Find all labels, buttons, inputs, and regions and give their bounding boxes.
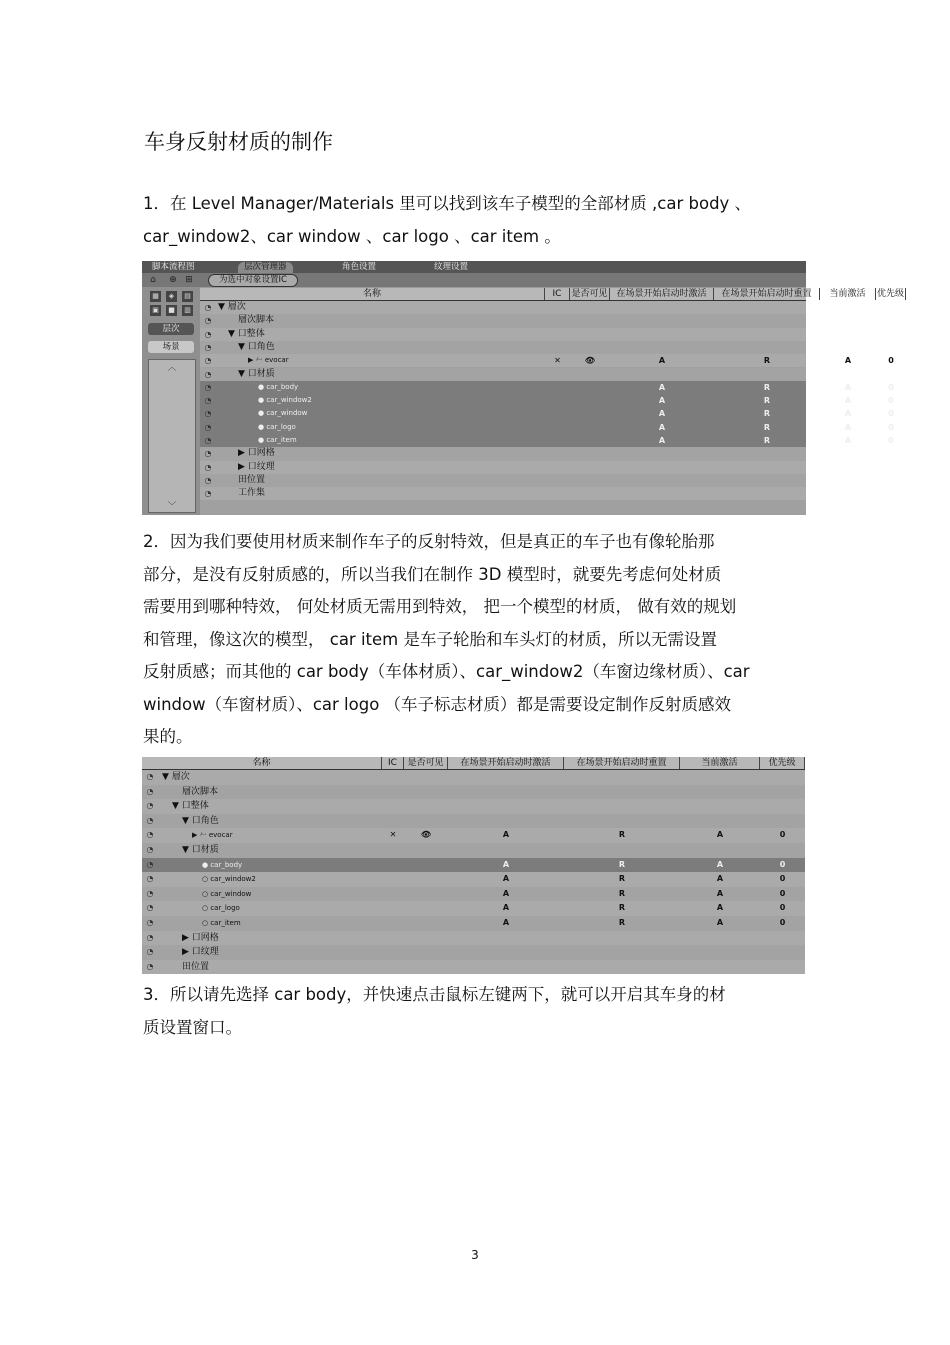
paragraph-3-line-1: 3．所以请先选择 car body，并快速点击鼠标左键两下，就可以开启其车身的材: [143, 985, 726, 1004]
table-row[interactable]: [142, 901, 805, 916]
paragraph-2-line-1: 2．因为我们要使用材质来制作车子的反射特效，但是真正的车子也有像轮胎那: [143, 532, 715, 551]
column-header[interactable]: 是否可见: [570, 288, 610, 300]
reset-value: R: [763, 422, 771, 432]
hierarchy-grid: [200, 288, 904, 515]
table-row[interactable]: [142, 931, 805, 946]
visibility-toggle-icon[interactable]: ◔: [204, 382, 212, 392]
activate-value: A: [658, 356, 666, 366]
column-header[interactable]: 在场景开始启动时激活: [448, 757, 564, 769]
row-name: ● car_window: [258, 409, 308, 418]
activate-value: A: [658, 436, 666, 445]
paragraph-1: [143, 188, 813, 253]
row-name: 田位置: [238, 474, 266, 485]
view-icon-3[interactable]: ▤: [182, 291, 193, 302]
hierarchy-grid-selected: [142, 757, 805, 970]
view-icon-5[interactable]: ■: [166, 305, 177, 316]
ic-value: ✕: [554, 356, 561, 366]
activate-value: A: [502, 830, 510, 840]
column-header[interactable]: 是否可见: [404, 757, 448, 769]
table-row[interactable]: [200, 461, 806, 474]
column-header[interactable]: 在场景开始启动时激活: [610, 288, 714, 300]
table-row[interactable]: [200, 487, 806, 500]
activate-value: A: [502, 859, 510, 869]
row-name: ▶ 𠂉 evocar: [248, 356, 289, 365]
reset-value: R: [618, 903, 626, 913]
current-active-value: A: [844, 356, 852, 366]
visibility-toggle-icon[interactable]: ◔: [204, 489, 212, 499]
add-object-icon[interactable]: ⊕: [169, 275, 177, 285]
paragraph-2: [143, 526, 813, 754]
view-icon-4[interactable]: ▣: [150, 305, 161, 316]
paragraph-2-line-6: window（车窗材质）、car logo （车子标志材质）都是需要设定制作反射质感效: [143, 694, 732, 714]
priority-value: 0: [888, 382, 894, 392]
visibility-toggle-icon[interactable]: ◔: [204, 422, 212, 432]
visibility-toggle-icon[interactable]: ◔: [146, 903, 154, 913]
column-header[interactable]: 在场景开始启动时重置: [714, 288, 820, 300]
home-icon[interactable]: ⌂: [150, 275, 156, 285]
priority-value: 0: [779, 874, 786, 884]
row-name: ● car_window2: [258, 396, 312, 405]
table-row[interactable]: [200, 434, 894, 447]
row-name: ▼ 口材质: [182, 845, 219, 855]
activate-value: A: [502, 903, 510, 913]
reset-value: R: [618, 888, 626, 898]
visibility-toggle-icon[interactable]: ◔: [204, 449, 212, 459]
reset-value: R: [618, 918, 626, 927]
priority-value: 0: [779, 830, 786, 840]
row-name: ▶ 口网格: [238, 448, 275, 459]
visibility-toggle-icon[interactable]: ◔: [146, 772, 154, 781]
tab-bar: [142, 261, 806, 273]
row-name: ○ car_logo: [202, 904, 240, 913]
paragraph-2-line-4: 和管理，像这次的模型， car item 是车子轮胎和车头灯的材质，所以无需设置: [143, 629, 717, 649]
table-row[interactable]: [142, 858, 805, 873]
toolbar: [142, 273, 806, 287]
table-row[interactable]: [200, 407, 894, 420]
visibility-toggle-icon[interactable]: ◔: [204, 409, 212, 419]
row-name: 工作集: [238, 488, 266, 499]
add-group-icon[interactable]: ⊞: [185, 275, 193, 285]
current-active-value: A: [716, 830, 724, 840]
visibility-toggle-icon[interactable]: ◔: [204, 475, 212, 485]
visibility-toggle-icon[interactable]: ◔: [204, 462, 212, 472]
visibility-toggle-icon[interactable]: ◔: [204, 369, 212, 379]
visibility-toggle-icon[interactable]: ◔: [146, 786, 154, 796]
grid-header: [142, 757, 805, 770]
scroll-up-icon[interactable]: ︿: [167, 363, 177, 373]
priority-value: 0: [779, 888, 786, 898]
row-name: ● car_body: [258, 382, 299, 391]
tab-scene[interactable]: 场景: [148, 341, 194, 353]
column-header[interactable]: 优先级: [760, 757, 805, 769]
row-name: ○ car_window2: [202, 875, 256, 884]
row-name: ▶ 口纹理: [182, 947, 219, 958]
visibility-toggle-icon[interactable]: ◔: [146, 947, 154, 957]
tab-character-setup[interactable]: 角色设置: [342, 262, 377, 272]
activate-value: A: [502, 874, 510, 884]
visibility-toggle-icon[interactable]: ◔: [204, 303, 212, 312]
table-row[interactable]: [142, 843, 805, 858]
activate-value: A: [658, 382, 666, 392]
priority-value: 0: [888, 396, 894, 406]
table-row[interactable]: [142, 916, 805, 931]
priority-value: 0: [779, 918, 786, 927]
row-name: ○ car_window: [202, 889, 252, 898]
visibility-toggle-icon[interactable]: ◔: [204, 396, 212, 406]
row-name: ▶ 口纹理: [238, 461, 275, 472]
tab-texture-setup[interactable]: 纹理设置: [434, 262, 469, 272]
current-active-value: A: [716, 859, 724, 869]
current-active-value: A: [844, 382, 852, 392]
paragraph-1-line-1: 1．在 Level Manager/Materials 里可以找到该车子模型的全部材质 ,car body 、: [143, 194, 752, 213]
row-name: ▼ 口整体: [172, 801, 209, 812]
column-header[interactable]: 优先级: [876, 289, 904, 299]
page-number: 3: [471, 1248, 479, 1262]
visibility-toggle-icon[interactable]: ◔: [146, 845, 154, 854]
activate-value: A: [502, 918, 510, 927]
table-row[interactable]: [142, 887, 805, 902]
visibility-toggle-icon[interactable]: ◔: [204, 329, 212, 339]
current-active-value: A: [716, 888, 724, 898]
row-name: 田位置: [182, 961, 210, 972]
table-row[interactable]: [200, 394, 894, 407]
reset-value: R: [763, 436, 771, 445]
priority-value: 0: [888, 356, 894, 366]
visibility-toggle-icon[interactable]: ◔: [146, 859, 154, 869]
tab-level-manager[interactable]: 层次管理器: [238, 262, 293, 273]
priority-value: 0: [888, 422, 894, 432]
column-header[interactable]: 名称: [142, 757, 382, 769]
reset-value: R: [763, 382, 771, 392]
row-name: ▶ 口网格: [182, 932, 219, 943]
table-row[interactable]: [200, 381, 894, 394]
paragraph-2-line-7: 果的。: [143, 727, 193, 746]
table-row[interactable]: [142, 872, 805, 887]
table-row[interactable]: [200, 354, 894, 367]
activate-value: A: [658, 422, 666, 432]
priority-value: 0: [779, 859, 786, 869]
visibility-toggle-icon[interactable]: ◔: [146, 801, 154, 811]
paragraph-1-line-2: car_window2、car window 、car logo 、car item 。: [143, 226, 561, 246]
column-header[interactable]: IC: [545, 288, 570, 300]
table-row[interactable]: [200, 314, 806, 327]
paragraph-2-line-3: 需要用到哪种特效， 何处材质无需用到特效， 把一个模型的材质， 做有效的规划: [143, 597, 737, 616]
current-active-value: A: [844, 436, 852, 445]
table-row[interactable]: [200, 447, 806, 460]
set-ic-button[interactable]: 为选中对象设置IC: [208, 274, 298, 287]
column-header[interactable]: 当前激活: [680, 757, 760, 769]
table-row[interactable]: [142, 960, 805, 975]
table-row[interactable]: [200, 341, 806, 354]
view-icon-1[interactable]: ▦: [150, 291, 161, 302]
tab-hierarchy[interactable]: 层次: [148, 323, 194, 335]
column-header[interactable]: 名称: [200, 288, 545, 300]
table-row[interactable]: [200, 328, 806, 341]
reset-value: R: [618, 874, 626, 884]
paragraph-2-line-5: 反射质感；而其他的 car body（车体材质）、car_window2（车窗边缘材质）、car: [143, 662, 750, 681]
current-active-value: A: [844, 422, 852, 432]
row-name: ▼ 層次: [162, 772, 190, 782]
ic-value: ✕: [389, 830, 397, 840]
table-row[interactable]: [142, 785, 805, 800]
visibility-toggle-icon[interactable]: ◔: [204, 356, 212, 366]
scroll-down-icon[interactable]: ﹀: [167, 502, 177, 512]
left-scroll-area[interactable]: [148, 359, 196, 513]
row-name: ▼ 層次: [218, 302, 246, 312]
tab-schematic[interactable]: 脚本流程图: [152, 262, 195, 272]
table-row[interactable]: [200, 474, 806, 487]
view-icon-2[interactable]: ◈: [166, 291, 177, 302]
paragraph-2-line-2: 部分，是没有反射质感的，所以当我们在制作 3D 模型时，就要先考虑何处材质: [143, 564, 722, 584]
row-name: ● car_logo: [258, 422, 296, 431]
activate-value: A: [502, 888, 510, 898]
row-name: ▼ 口角色: [182, 815, 219, 826]
row-name: ▼ 口角色: [238, 341, 275, 352]
row-name: ▼ 口材质: [238, 368, 275, 379]
current-active-value: A: [844, 409, 852, 419]
reset-value: R: [763, 396, 771, 406]
visible-icon: 👁: [584, 356, 596, 366]
reset-value: R: [763, 356, 771, 366]
priority-value: 0: [779, 903, 786, 913]
current-active-value: A: [716, 874, 724, 884]
row-name: 層次脚本: [182, 786, 219, 797]
priority-value: 0: [888, 409, 894, 419]
current-active-value: A: [716, 903, 724, 913]
table-row[interactable]: [142, 799, 805, 814]
activate-value: A: [658, 409, 666, 419]
reset-value: R: [618, 859, 626, 869]
row-name: ● car_item: [258, 436, 297, 444]
section-title: 车身反射材质的制作: [144, 130, 333, 154]
visibility-toggle-icon[interactable]: ◔: [146, 918, 154, 927]
table-row[interactable]: [142, 814, 805, 829]
table-row[interactable]: [142, 945, 805, 960]
priority-value: 0: [888, 436, 894, 445]
table-row[interactable]: [200, 368, 806, 381]
row-name: 層次脚本: [238, 315, 275, 326]
table-row[interactable]: [142, 828, 805, 843]
table-row[interactable]: [200, 301, 806, 314]
table-row[interactable]: [200, 421, 894, 434]
current-active-value: A: [844, 396, 852, 406]
visibility-toggle-icon[interactable]: ◔: [204, 342, 212, 352]
visibility-toggle-icon[interactable]: ◔: [146, 815, 154, 825]
visibility-toggle-icon[interactable]: ◔: [204, 436, 212, 445]
row-name: ▼ 口整体: [228, 328, 265, 339]
row-name: ○ car_item: [202, 919, 241, 927]
activate-value: A: [658, 396, 666, 406]
grid-header: [200, 288, 904, 301]
visible-icon: 👁: [420, 830, 432, 840]
reset-value: R: [618, 830, 626, 840]
paragraph-3-line-2: 质设置窗口。: [143, 1017, 242, 1037]
row-name: ● car_body: [202, 860, 243, 869]
current-active-value: A: [716, 918, 724, 927]
table-row[interactable]: [142, 770, 805, 785]
column-header[interactable]: 在场景开始启动时重置: [564, 757, 680, 769]
visibility-toggle-icon[interactable]: ◔: [146, 961, 154, 971]
visibility-toggle-icon[interactable]: ◔: [146, 830, 154, 840]
visibility-toggle-icon[interactable]: ◔: [146, 888, 154, 898]
paragraph-3: [143, 979, 813, 1044]
visibility-toggle-icon[interactable]: ◔: [146, 874, 154, 884]
visibility-toggle-icon[interactable]: ◔: [146, 932, 154, 942]
left-pane: [142, 287, 200, 515]
view-icon-6[interactable]: ▥: [182, 305, 193, 316]
row-name: ▶ 𠂉 evocar: [192, 831, 233, 840]
column-header[interactable]: 当前激活: [820, 288, 876, 300]
visibility-toggle-icon[interactable]: ◔: [204, 316, 212, 326]
reset-value: R: [763, 409, 771, 419]
level-manager-screenshot: [142, 261, 904, 515]
column-header[interactable]: IC: [382, 757, 404, 769]
